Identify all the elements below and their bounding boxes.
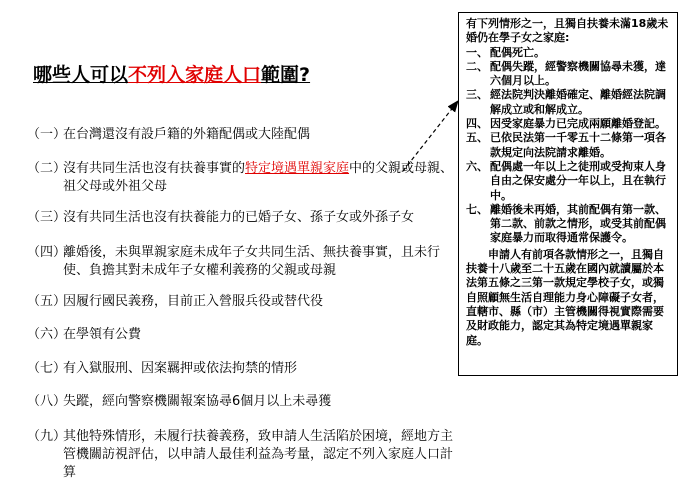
item-text: 因履行國民義務，目前正入營服兵役或替代役 xyxy=(63,294,324,309)
item-number: （一） xyxy=(27,127,67,142)
item-number: （八） xyxy=(27,394,67,409)
list-item-4 xyxy=(27,244,457,280)
list-item-1 xyxy=(27,126,457,144)
item-text: 在台灣還沒有設戶籍的外籍配偶或大陸配偶 xyxy=(63,127,311,142)
item-number: （六） xyxy=(27,327,67,342)
condition-text: 配偶處一年以上之徒刑或受拘束人身自由之保安處分一年以上，且在執行中。 xyxy=(490,159,666,202)
item-text: 其他特殊情形，未履行扶養義務，致申請人生活陷於困境，經地方主管機關訪視評估，以申請人最佳利益為考量，認定不列入家庭人口計算 xyxy=(63,429,454,480)
item-text xyxy=(63,160,457,196)
condition-item xyxy=(466,131,672,160)
item-number: （四） xyxy=(27,245,67,260)
condition-item xyxy=(466,117,672,131)
item-text-after: 中的父親或母親、祖父母或外祖父母 xyxy=(63,161,454,194)
list-item-8 xyxy=(27,393,457,411)
item-text: 失蹤，經向警察機關報案協尋6個月以上未尋獲 xyxy=(63,394,332,409)
definition-box xyxy=(458,12,678,376)
item-number: （二） xyxy=(27,161,67,176)
list-item-3 xyxy=(27,209,457,227)
condition-item xyxy=(466,203,672,246)
condition-item xyxy=(466,46,672,60)
item-number: （三） xyxy=(27,210,67,225)
list-item-5 xyxy=(27,293,457,311)
condition-item xyxy=(466,160,672,203)
condition-number: 三、 xyxy=(466,88,488,102)
condition-number: 四、 xyxy=(466,117,488,131)
list-item-2 xyxy=(27,160,457,196)
condition-text: 離婚後未再婚，其前配偶有第一款、第二款、前款之情形，或受其前配偶家庭暴力而取得通常保護令。 xyxy=(490,202,666,245)
condition-number: 六、 xyxy=(466,159,488,173)
condition-text: 配偶失蹤，經警察機關協尋未獲，達六個月以上。 xyxy=(490,59,666,88)
list-item-6 xyxy=(27,326,457,344)
title-prefix: 哪些人可以 xyxy=(33,64,129,86)
condition-text: 經法院判決離婚確定、離婚經法院調解成立或和解成立。 xyxy=(490,88,666,116)
definition-closing: 申請人有前項各款情形之一，且獨自扶養十八歲至二十五歲在國內就讀屬於本法第五條之三第一款規定學校子女，或獨自照顧無生活自理能力身心障礙子女者，直轄市、縣（市）主管機關得視實際需要及財政能力，認定其為特定境遇單親家庭。 xyxy=(466,247,664,347)
condition-text: 已依民法第一千零五十二條第一項各款規定向法院請求離婚。 xyxy=(490,131,666,159)
condition-number: 二、 xyxy=(466,59,488,73)
definition-intro: 有下列情形之一，且獨自扶養未滿18歲未婚仍在學子女之家庭: xyxy=(466,17,669,45)
condition-item xyxy=(466,60,672,89)
item-number: （九） xyxy=(27,429,67,444)
item-text-before: 沒有共同生活也沒有扶養事實的 xyxy=(63,161,246,176)
condition-item xyxy=(466,88,672,117)
condition-text: 配偶死亡。 xyxy=(490,45,545,59)
page-title xyxy=(33,60,310,87)
item-number: （五） xyxy=(27,294,67,309)
special-single-parent-link: 特定境遇單親家庭 xyxy=(245,161,350,176)
title-highlight: 不列入家庭人口 xyxy=(128,64,262,86)
condition-number: 五、 xyxy=(466,131,488,145)
item-text: 在學領有公費 xyxy=(63,327,142,342)
item-number: （七） xyxy=(27,361,67,376)
item-text: 離婚後，未與單親家庭未成年子女共同生活、無扶養事實，且未行使、負擔其對未成年子女權利義務的父親或母親 xyxy=(63,245,441,278)
item-text: 沒有共同生活也沒有扶養能力的已婚子女、孫子女或外孫子女 xyxy=(63,210,415,225)
condition-text: 因受家庭暴力已完成兩願離婚登記。 xyxy=(490,117,666,131)
list-item-9 xyxy=(27,428,457,482)
condition-number: 七、 xyxy=(466,202,488,216)
item-text: 有入獄服刑、因案羈押或依法拘禁的情形 xyxy=(63,361,298,376)
list-item-7 xyxy=(27,360,457,378)
title-suffix: 範圍? xyxy=(261,64,311,86)
condition-number: 一、 xyxy=(466,45,488,59)
